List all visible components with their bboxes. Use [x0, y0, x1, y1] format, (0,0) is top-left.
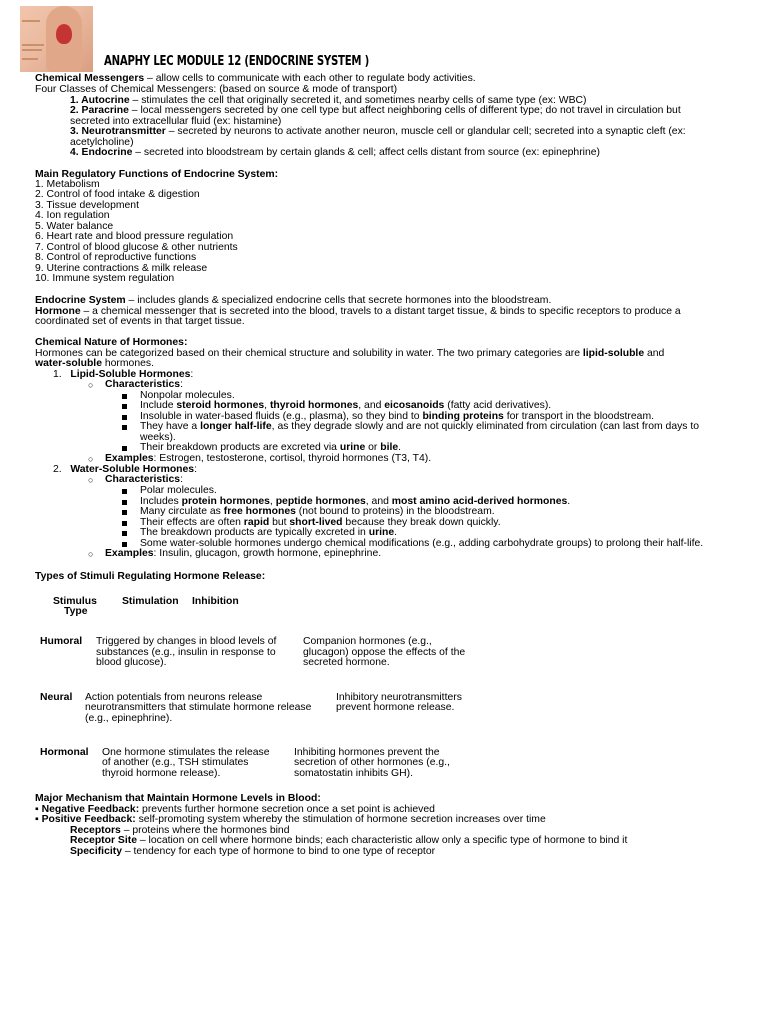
table-cell-inhibition: secreted hormone.: [303, 657, 390, 668]
water-char-item: Some water-soluble hormones undergo chemical modifications (e.g., adding carbohydrate groups) to prolong their half-life.: [140, 538, 704, 549]
mechanism-heading: Major Mechanism that Maintain Hormone Levels in Blood:: [35, 793, 321, 804]
square-bullet-icon: [122, 425, 127, 430]
table-header-stimulation: Stimulation: [122, 596, 179, 607]
table-cell-inhibition: Inhibiting hormones prevent the: [294, 747, 440, 758]
lipid-char-item: Their breakdown products are excreted via urine or bile.: [140, 442, 402, 453]
water-char-item: Polar molecules.: [140, 485, 217, 496]
function-item: 10. Immune system regulation: [35, 273, 175, 284]
table-header-type: Type: [64, 606, 88, 617]
lipid-char-label: Characteristics:: [105, 379, 183, 390]
lipid-char-item: They have a longer half-life, as they degrade slowly and are not quickly eliminated from circulation (can last from days to: [140, 421, 700, 432]
table-header-inhibition: Inhibition: [192, 596, 239, 607]
table-cell-stimulation: of another (e.g., TSH stimulates: [102, 757, 249, 768]
square-bullet-icon: [122, 510, 127, 515]
chemical-nature-heading: Chemical Nature of Hormones:: [35, 337, 188, 348]
hormone-line: Hormone – a chemical messenger that is secreted into the blood, travels to a distant target tissue, & binds to specific receptors to produce a: [35, 306, 681, 317]
stimuli-heading: Types of Stimuli Regulating Hormone Release:: [35, 571, 266, 582]
lipid-char-item: Nonpolar molecules.: [140, 390, 235, 401]
water-char-item: Their effects are often rapid but short-lived because they break down quickly.: [140, 517, 501, 528]
table-row-type: Hormonal: [40, 747, 89, 758]
table-cell-stimulation: (e.g., epinephrine).: [85, 713, 173, 724]
hormone-line-cont: coordinated set of events in that target tissue.: [35, 316, 245, 327]
lipid-char-item: Insoluble in water-based fluids (e.g., plasma), so they bind to binding proteins for transport in the bloodstream.: [140, 411, 654, 422]
table-cell-inhibition: Inhibitory neurotransmitters: [336, 692, 462, 703]
function-item: 6. Heart rate and blood pressure regulation: [35, 231, 234, 242]
lipid-char-item-cont: weeks).: [140, 432, 176, 443]
square-bullet-icon: [122, 489, 127, 494]
chemical-nature-intro: Hormones can be categorized based on their chemical structure and solubility in water. The two primary categories are lipid-soluble and: [35, 348, 665, 359]
table-cell-inhibition: secretion of other hormones (e.g.,: [294, 757, 450, 768]
logo-text-line: [22, 44, 44, 46]
heart-icon: [56, 24, 72, 44]
endocrine-system-line: Endocrine System – includes glands & specialized endocrine cells that secrete hormones into the bloodstream.: [35, 295, 552, 306]
square-bullet-icon: [122, 542, 127, 547]
function-item: 2. Control of food intake & digestion: [35, 189, 200, 200]
lipid-examples: Examples: Estrogen, testosterone, cortisol, thyroid hormones (T3, T4).: [105, 453, 432, 464]
functions-heading: Main Regulatory Functions of Endocrine System:: [35, 169, 279, 180]
four-classes-line: Four Classes of Chemical Messengers: (based on source & mode of transport): [35, 84, 398, 95]
logo-text-line: [22, 49, 42, 51]
circle-bullet-icon: ○: [88, 380, 94, 390]
function-item: 7. Control of blood glucose & other nutrients: [35, 242, 238, 253]
water-examples: Examples: Insulin, glucagon, growth hormone, epinephrine.: [105, 548, 382, 559]
chem-messengers-line: Chemical Messengers – allow cells to communicate with each other to regulate body activities.: [35, 73, 476, 84]
table-cell-stimulation: thyroid hormone release).: [102, 768, 221, 779]
messenger-item: 4. Endocrine – secreted into bloodstream by certain glands & cell; affect cells distant from source (ex: epinephrine): [70, 147, 600, 158]
messenger-item-cont: acetylcholine): [70, 137, 134, 148]
water-heading: 2. Water-Soluble Hormones:: [53, 464, 197, 475]
circle-bullet-icon: ○: [88, 475, 94, 485]
lipid-heading: 1. Lipid-Soluble Hormones:: [53, 369, 194, 380]
receptors-line: Receptors – proteins where the hormones bind: [70, 825, 290, 836]
water-char-item: Many circulate as free hormones (not bound to proteins) in the bloodstream.: [140, 506, 495, 517]
square-bullet-icon: [122, 404, 127, 409]
square-bullet-icon: [122, 531, 127, 536]
function-item: 4. Ion regulation: [35, 210, 110, 221]
messenger-item: 2. Paracrine – local messengers secreted by one cell type but affect neighboring cells of different type; do not travel in circulation but: [70, 105, 681, 116]
table-cell-stimulation: blood glucose).: [96, 657, 167, 668]
function-item: 1. Metabolism: [35, 179, 100, 190]
messenger-item-cont: secreted into extracellular fluid (ex: histamine): [70, 116, 282, 127]
page-title: ANAPHY LEC MODULE 12 (ENDOCRINE SYSTEM ): [104, 54, 369, 69]
messenger-item: 1. Autocrine – stimulates the cell that originally secreted it, and sometimes nearby cells of same type (ex: WBC): [70, 95, 587, 106]
function-item: 8. Control of reproductive functions: [35, 252, 197, 263]
specificity-line: Specificity – tendency for each type of hormone to bind to one type of receptor: [70, 846, 436, 857]
function-item: 3. Tissue development: [35, 200, 139, 211]
circle-bullet-icon: ○: [88, 549, 94, 559]
table-header-stimulus: Stimulus: [53, 596, 97, 607]
square-bullet-icon: [122, 415, 127, 420]
chemical-nature-intro-cont: water-soluble hormones.: [35, 358, 154, 369]
negative-feedback-line: ▪ Negative Feedback: prevents further hormone secretion once a set point is achieved: [35, 804, 435, 815]
water-char-item: The breakdown products are typically excreted in urine.: [140, 527, 398, 538]
square-bullet-icon: [122, 394, 127, 399]
water-char-item: Includes protein hormones, peptide hormones, and most amino acid-derived hormones.: [140, 496, 571, 507]
receptor-site-line: Receptor Site – location on cell where hormone binds; each characteristic allow only a specific type of hormone to bind it: [70, 835, 628, 846]
table-cell-inhibition: prevent hormone release.: [336, 702, 455, 713]
water-char-label: Characteristics:: [105, 474, 183, 485]
table-cell-inhibition: glucagon) oppose the effects of the: [303, 647, 466, 658]
table-cell-stimulation: Triggered by changes in blood levels of: [96, 636, 277, 647]
table-cell-stimulation: neurotransmitters that stimulate hormone release: [85, 702, 312, 713]
square-bullet-icon: [122, 521, 127, 526]
table-cell-stimulation: substances (e.g., insulin in response to: [96, 647, 276, 658]
table-cell-stimulation: One hormone stimulates the release: [102, 747, 270, 758]
table-cell-stimulation: Action potentials from neurons release: [85, 692, 263, 703]
module-logo-image: [20, 6, 93, 72]
table-row-type: Neural: [40, 692, 73, 703]
function-item: 9. Uterine contractions & milk release: [35, 263, 208, 274]
square-bullet-icon: [122, 500, 127, 505]
logo-text-line: [22, 20, 40, 22]
lipid-char-item: Include steroid hormones, thyroid hormones, and eicosanoids (fatty acid derivatives).: [140, 400, 552, 411]
table-row-type: Humoral: [40, 636, 83, 647]
table-cell-inhibition: Companion hormones (e.g.,: [303, 636, 432, 647]
circle-bullet-icon: ○: [88, 454, 94, 464]
table-cell-inhibition: somatostatin inhibits GH).: [294, 768, 413, 779]
square-bullet-icon: [122, 446, 127, 451]
messenger-item: 3. Neurotransmitter – secreted by neurons to activate another neuron, muscle cell or glandular cell; secreted into a synaptic cleft (ex:: [70, 126, 686, 137]
logo-text-line: [22, 58, 38, 60]
positive-feedback-line: ▪ Positive Feedback: self-promoting system whereby the stimulation of hormone secretion increases over time: [35, 814, 546, 825]
function-item: 5. Water balance: [35, 221, 114, 232]
